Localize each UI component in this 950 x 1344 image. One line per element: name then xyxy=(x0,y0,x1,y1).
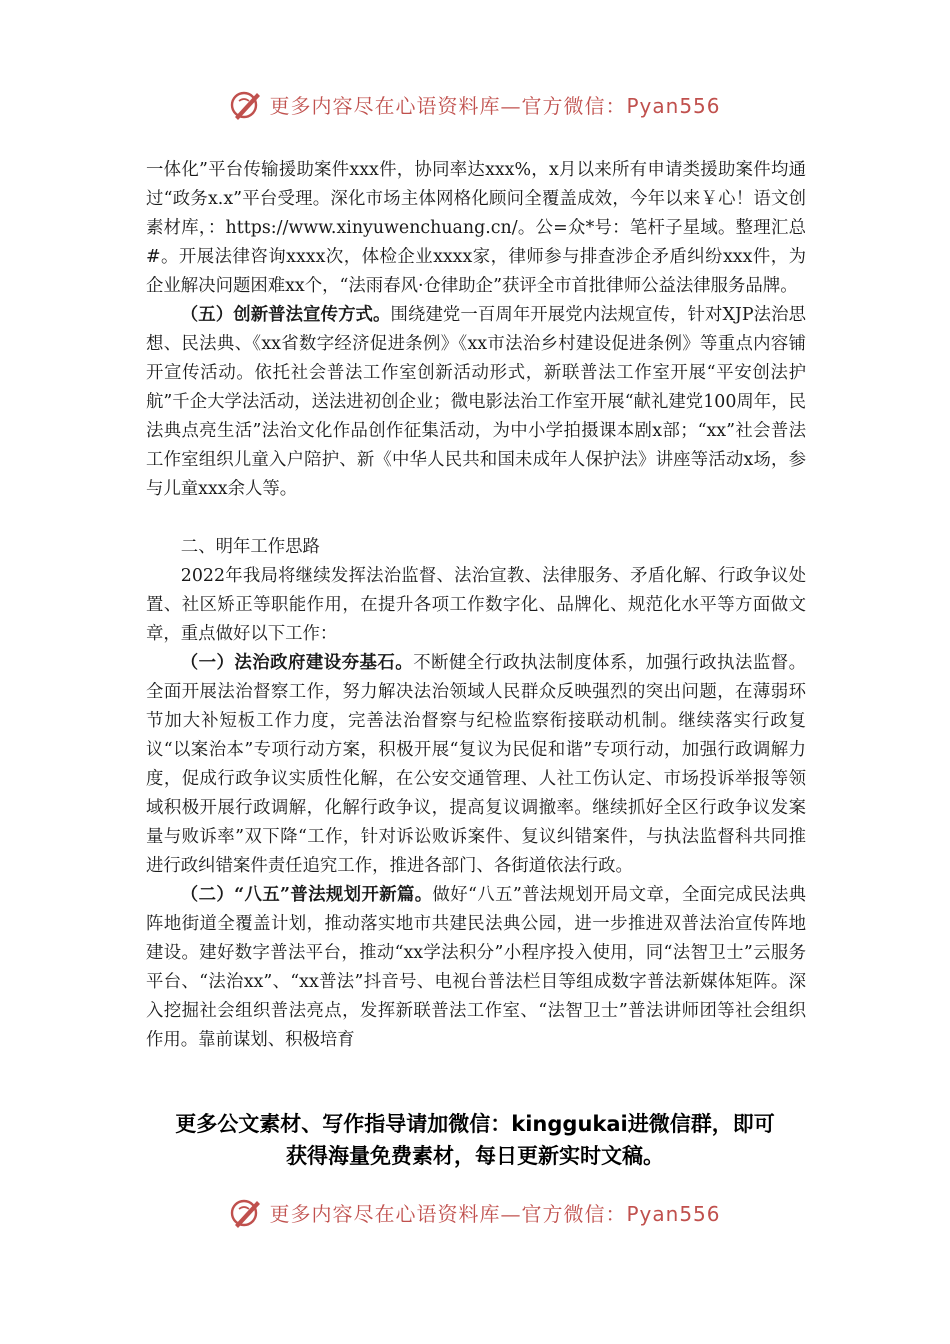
paragraph-text: 围绕建党一百周年开展党内法规宣传，针对XJP法治思想、民法典、《xx省数字经济促进条例》《xx市法治乡村建设促进条例》等重点内容铺开宣传活动。依托社会普法工作室创新活动形式，新联普法工作室开展“平安创法护航”千企大学法活动，送法进初创企业；微电影法治工作室开展“献礼建党100周年，民法典点亮生活”法治文化作品创作征集活动，为中小学拍摄课本剧x部；“xx”社会普法工作室组织儿童入户陪护、新《中华人民共和国未成年人保护法》讲座等活动x场，参与儿童xxx余人等。 xyxy=(146,305,806,499)
promo-line-1: 更多公文素材、写作指导请加微信：kinggukai进微信群，即可 xyxy=(175,1112,775,1136)
footer-banner xyxy=(0,1192,950,1232)
pen-logo-icon xyxy=(229,87,263,121)
paragraph-intro: 2022年我局将继续发挥法治监督、法治宣教、法律服务、矛盾化解、行政争议处置、社区矫正等职能作用，在提升各项工作数字化、品牌化、规范化水平等方面做文章，重点做好以下工作： xyxy=(146,566,806,644)
document-body xyxy=(146,156,806,1055)
promo-line-2: 获得海量免费素材，每日更新实时文稿。 xyxy=(286,1144,664,1168)
section-heading: 二、明年工作思路 xyxy=(180,537,320,557)
subsection-title: （五）创新普法宣传方式。 xyxy=(180,305,391,325)
paragraph-text: 做好“八五”普法规划开局文章，全面完成民法典阵地街道全覆盖计划，推动落实地市共建民法典公园，进一步推进双普法治宣传阵地建设。建好数字普法平台，推动“xx学法积分”小程序投入使用，同“法智卫士”云服务平台、“法治xx”、“xx普法”抖音号、电视台普法栏目等组成数字普法新媒体矩阵。深入挖掘社会组织普法亮点，发挥新联普法工作室、“法智卫士”普法讲师团等社会组织作用。靠前谋划、积极培育 xyxy=(146,885,806,1050)
footer-wechat-id: Pyan556 xyxy=(626,1201,721,1226)
footer-banner-label: 更多内容尽在心语资料库—官方微信： xyxy=(269,1201,627,1226)
header-banner-text xyxy=(269,90,720,119)
paragraph-rule-of-law-government xyxy=(146,649,806,881)
paragraph-text: 不断健全行政执法制度体系，加强行政执法监督。全面开展法治督察工作，努力解决法治领域人民群众反映强烈的突出问题，在薄弱环节加大补短板工作力度，完善法治督察与纪检监察衔接联动机制。继续落实行政复议“以案治本”专项行动方案，积极开展“复议为民促和谐”专项行动，加强行政调解力度，促成行政争议实质性化解，在公安交通管理、人社工伤认定、市场投诉举报等领域积极开展行政调解，化解行政争议，提高复议调撤率。继续抓好全区行政争议发案量与败诉率”双下降“工作，针对诉讼败诉案件、复议纠错案件，与执法监督科共同推进行政纠错案件责任追究工作，推进各部门、各街道依法行政。 xyxy=(146,653,806,876)
header-banner-label: 更多内容尽在心语资料库—官方微信： xyxy=(269,93,627,118)
header-wechat-id: Pyan556 xyxy=(626,93,721,118)
subsection-title: （二）“八五”普法规划开新篇。 xyxy=(180,885,433,905)
paragraph-continuation: 一体化”平台传输援助案件xxx件，协同率达xxx%，x月以来所有申请类援助案件均通过“政务x.x”平台受理。深化市场主体网格化顾问全覆盖成效，今年以来￥心！语文创素材库，：https://www.xinyuwenchuang.cn/。公=众*号：笔杆子星域。整理汇总#。开展法律咨询xxxx次，体检企业xxxx家，律师参与排查涉企矛盾纠纷xxx件，为企业解决问题困难xx个，“法雨春风·仓律助企”获评全市首批律师公益法律服务品牌。 xyxy=(146,160,806,296)
pen-logo-icon xyxy=(229,1195,263,1229)
footer-banner-text xyxy=(269,1198,720,1227)
promo-notice xyxy=(0,1108,950,1172)
subsection-title: （一）法治政府建设夯基石。 xyxy=(180,653,414,673)
paragraph-eighth-five-year-plan xyxy=(146,881,806,1055)
paragraph-innovate-publicity xyxy=(146,301,806,504)
header-banner xyxy=(0,84,950,124)
